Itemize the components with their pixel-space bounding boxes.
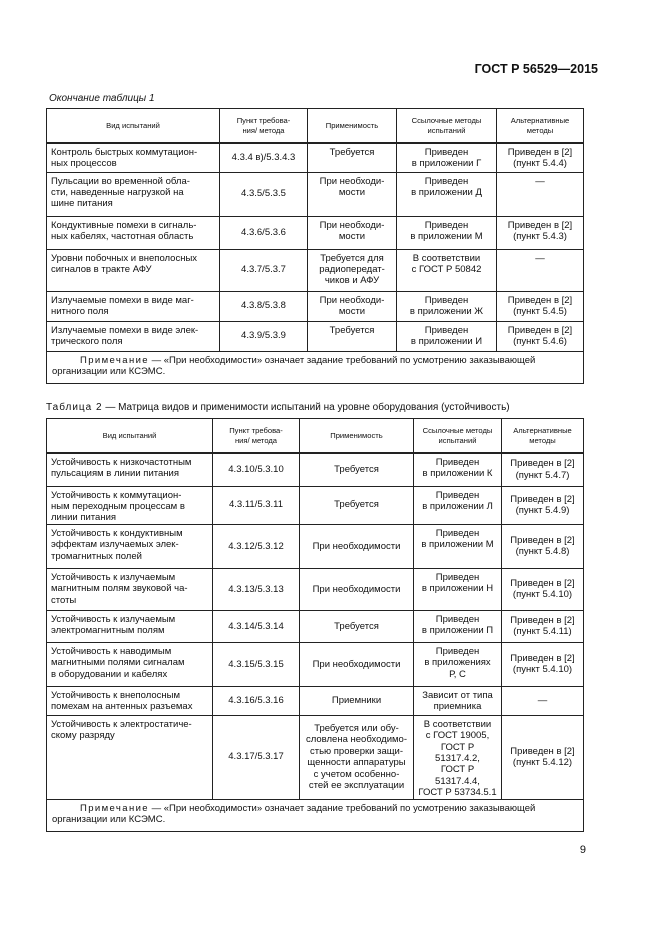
table2-cell: Приведен в [2] (пункт 5.4.10) bbox=[502, 642, 584, 686]
table2-cell: Приведен в приложениях Р, С bbox=[414, 642, 502, 686]
table2-cell: Приведен в приложении М bbox=[414, 524, 502, 568]
table1-cell: 4.3.4 в)/5.3.4.3 bbox=[220, 143, 308, 172]
table2-cell: При необходимости bbox=[300, 568, 414, 610]
table1-cell: 4.3.5/5.3.5 bbox=[220, 172, 308, 216]
table1-cell: — bbox=[497, 249, 584, 291]
table2-cell: Устойчивость к кондуктивным эффектам излучаемых элек- тромагнитных полей bbox=[47, 524, 213, 568]
table2-cell: — bbox=[502, 686, 584, 715]
table2-row bbox=[47, 715, 584, 799]
table1-header-cell: Вид испытаний bbox=[47, 109, 220, 144]
table2-cell: Приведен в [2] (пункт 5.4.9) bbox=[502, 486, 584, 524]
table1-header-cell: Пункт требова- ния/ метода bbox=[220, 109, 308, 144]
table1-cell: Излучаемые помехи в виде маг- нитного поля bbox=[47, 291, 220, 321]
table2-cell: 4.3.15/5.3.15 bbox=[213, 642, 300, 686]
page-number: 9 bbox=[579, 844, 586, 856]
table2-caption-text: — Матрица видов и применимости испытаний на уровне оборудования (устойчивость) bbox=[102, 402, 510, 413]
table1-cell: Приведен в приложении Д bbox=[397, 172, 497, 216]
table1-note-label: Примечание bbox=[80, 354, 149, 366]
table2-cell: 4.3.17/5.3.17 bbox=[213, 715, 300, 799]
table2-cell: Приведен в [2] (пункт 5.4.11) bbox=[502, 610, 584, 642]
table2-row bbox=[47, 453, 584, 486]
table2-header-cell: Альтернативные методы bbox=[502, 419, 584, 454]
table1-header-cell: Альтернативные методы bbox=[497, 109, 584, 144]
table2-header-row bbox=[47, 419, 584, 454]
table1-cell: Требуется bbox=[308, 143, 397, 172]
table1-cell: Требуется для радиопередат- чиков и АФУ bbox=[308, 249, 397, 291]
table2-cell: Устойчивость к низкочастотным пульсациям в линии питания bbox=[47, 453, 213, 486]
table1-cell: Контроль быстрых коммутацион- ных процессов bbox=[47, 143, 220, 172]
table1-cell: Излучаемые помехи в виде элек- трического поля bbox=[47, 321, 220, 351]
table2-caption bbox=[46, 402, 510, 413]
table2-cell: Приведен в приложении Н bbox=[414, 568, 502, 610]
table1-cell: 4.3.7/5.3.7 bbox=[220, 249, 308, 291]
table1-cell: Приведен в [2] (пункт 5.4.5) bbox=[497, 291, 584, 321]
table1-row bbox=[47, 291, 584, 321]
table1-cell: — bbox=[497, 172, 584, 216]
table2-cell: 4.3.16/5.3.16 bbox=[213, 686, 300, 715]
table1-row bbox=[47, 249, 584, 291]
table2-cell: Устойчивость к электростатиче- скому разряду bbox=[47, 715, 213, 799]
standard-number: ГОСТ Р 56529—2015 bbox=[474, 62, 598, 76]
table1-note-text: — «При необходимости» означает задание требований по усмотрению заказывающей организации или КСЭМС. bbox=[52, 354, 536, 377]
table2-cell: Требуется bbox=[300, 486, 414, 524]
table1-cell: 4.3.9/5.3.9 bbox=[220, 321, 308, 351]
table1-cell: 4.3.8/5.3.8 bbox=[220, 291, 308, 321]
table2-row bbox=[47, 524, 584, 568]
table1-cell: Требуется bbox=[308, 321, 397, 351]
table2-cell: Устойчивость к внеполосным помехам на антенных разъемах bbox=[47, 686, 213, 715]
table2-cell: Устойчивость к излучаемым электромагнитным полям bbox=[47, 610, 213, 642]
table1-header-cell: Ссылочные методы испытаний bbox=[397, 109, 497, 144]
table2-cell: Приведен в [2] (пункт 5.4.8) bbox=[502, 524, 584, 568]
table2-cell: При необходимости bbox=[300, 642, 414, 686]
table1-row bbox=[47, 321, 584, 351]
table1-row bbox=[47, 216, 584, 249]
table1-cell: Приведен в [2] (пункт 5.4.6) bbox=[497, 321, 584, 351]
table2-note-text: — «При необходимости» означает задание требований по усмотрению заказывающей организации или КСЭМС. bbox=[52, 802, 536, 825]
table1-note-row bbox=[47, 351, 584, 384]
table1-cell: Пульсации во временной обла- сти, наведенные нагрузкой на шине питания bbox=[47, 172, 220, 216]
table1-row bbox=[47, 172, 584, 216]
table2-cell: Приведен в [2] (пункт 5.4.10) bbox=[502, 568, 584, 610]
table2-note-label: Примечание bbox=[80, 802, 149, 814]
table2-note-row bbox=[47, 799, 584, 832]
table2-cell: Приведен в приложении К bbox=[414, 453, 502, 486]
table2-row bbox=[47, 642, 584, 686]
table2-row bbox=[47, 486, 584, 524]
table1 bbox=[46, 108, 584, 384]
table2-cell: При необходимости bbox=[300, 524, 414, 568]
table2-cell: 4.3.14/5.3.14 bbox=[213, 610, 300, 642]
table2-cell: Устойчивость к излучаемым магнитным полям звуковой ча- стоты bbox=[47, 568, 213, 610]
table2-cell: Приемники bbox=[300, 686, 414, 715]
table2-cell: 4.3.11/5.3.11 bbox=[213, 486, 300, 524]
table2-header-cell: Вид испытаний bbox=[47, 419, 213, 454]
table2-cell: Устойчивость к коммутацион- ным переходным процессам в линии питания bbox=[47, 486, 213, 524]
table2-cell: 4.3.13/5.3.13 bbox=[213, 568, 300, 610]
table2-row bbox=[47, 568, 584, 610]
table2-cell: Устойчивость к наводимым магнитными полями сигналам в оборудовании и кабелях bbox=[47, 642, 213, 686]
table1-continuation-caption: Окончание таблицы 1 bbox=[49, 93, 155, 104]
table1-cell: При необходи- мости bbox=[308, 172, 397, 216]
table1-cell: Приведен в [2] (пункт 5.4.3) bbox=[497, 216, 584, 249]
table2-row bbox=[47, 686, 584, 715]
table2-cell: Приведен в [2] (пункт 5.4.7) bbox=[502, 453, 584, 486]
table2-cell: Требуется bbox=[300, 610, 414, 642]
table1-header-row bbox=[47, 109, 584, 144]
table1-cell: Приведен в приложении И bbox=[397, 321, 497, 351]
table2-cell: В соответствии с ГОСТ 19005, ГОСТ Р 51317.4.2, ГОСТ Р 51317.4.4, ГОСТ Р 53734.5.1 bbox=[414, 715, 502, 799]
table2-header-cell: Ссылочные методы испытаний bbox=[414, 419, 502, 454]
table2-cell: 4.3.12/5.3.12 bbox=[213, 524, 300, 568]
table2-cell: Требуется bbox=[300, 453, 414, 486]
table1-cell: При необходи- мости bbox=[308, 291, 397, 321]
table1-cell: 4.3.6/5.3.6 bbox=[220, 216, 308, 249]
table2-caption-label: Таблица 2 bbox=[46, 402, 103, 413]
table1-note bbox=[47, 351, 584, 384]
table2-cell: 4.3.10/5.3.10 bbox=[213, 453, 300, 486]
table2-cell: Приведен в [2] (пункт 5.4.12) bbox=[502, 715, 584, 799]
table1-cell: Кондуктивные помехи в сигналь- ных кабелях, частотная область bbox=[47, 216, 220, 249]
table2 bbox=[46, 418, 584, 832]
table1-cell: Приведен в приложении М bbox=[397, 216, 497, 249]
table1-row bbox=[47, 143, 584, 172]
table1-cell: При необходи- мости bbox=[308, 216, 397, 249]
table2-header-cell: Применимость bbox=[300, 419, 414, 454]
table1-cell: Приведен в [2] (пункт 5.4.4) bbox=[497, 143, 584, 172]
table1-cell: Приведен в приложении Г bbox=[397, 143, 497, 172]
table1-header-cell: Применимость bbox=[308, 109, 397, 144]
table1-cell: Приведен в приложении Ж bbox=[397, 291, 497, 321]
table2-note bbox=[47, 799, 584, 832]
table2-cell: Приведен в приложении П bbox=[414, 610, 502, 642]
table1-cell: В соответствии с ГОСТ Р 50842 bbox=[397, 249, 497, 291]
table2-header-cell: Пункт требова- ния/ метода bbox=[213, 419, 300, 454]
table2-row bbox=[47, 610, 584, 642]
table1-cell: Уровни побочных и внеполосных сигналов в тракте АФУ bbox=[47, 249, 220, 291]
table2-cell: Приведен в приложении Л bbox=[414, 486, 502, 524]
table2-cell: Требуется или обу- словлена необходимо- стью проверки защи- щенности аппаратуры с учетом особенно- стей ее эксплуатации bbox=[300, 715, 414, 799]
table2-cell: Зависит от типа приемника bbox=[414, 686, 502, 715]
